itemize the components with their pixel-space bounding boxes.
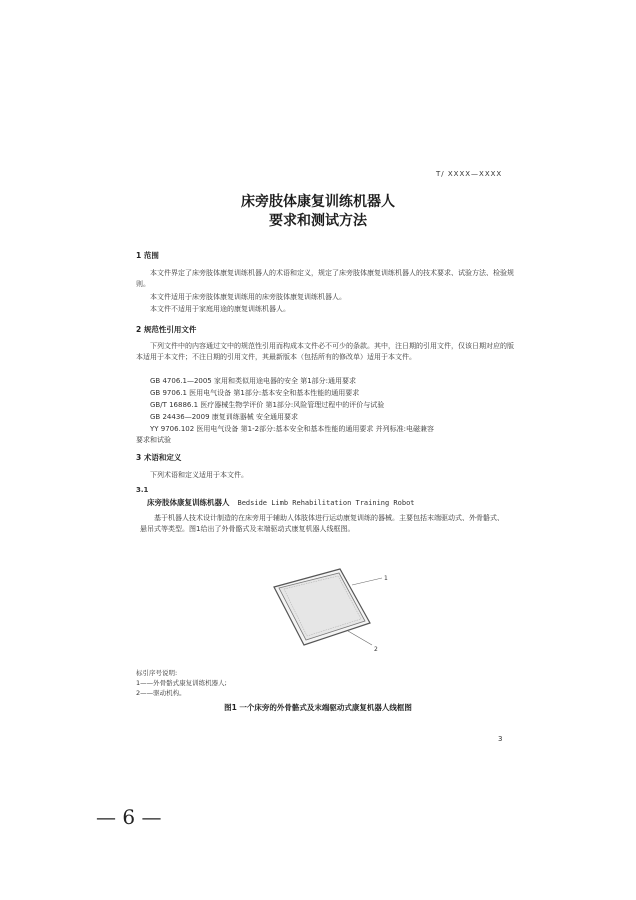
legend-title: 标引序号说明: bbox=[136, 669, 178, 677]
document-title: 床旁肢体康复训练机器人 bbox=[241, 194, 395, 210]
reference-item: GB 24436—2009 康复训练器械 安全通用要求 bbox=[150, 413, 298, 421]
section-1-para-1: 本文件界定了床旁肢体康复训练机器人的术语和定义，规定了床旁肢体康复训练机器人的技术要求、试验方法、检验规则。 bbox=[136, 269, 514, 288]
callout-label-2: 2 bbox=[374, 646, 378, 653]
section-3-heading: 3 术语和定义 bbox=[136, 453, 182, 462]
figure-caption: 图1 一个床旁的外骨骼式及末端驱动式康复机器人线框图 bbox=[224, 703, 412, 712]
legend-item: 2——驱动机构。 bbox=[136, 689, 186, 697]
term-number: 3.1 bbox=[136, 486, 149, 494]
mat-outline bbox=[274, 569, 370, 645]
reference-item-continued: 要求和试验 bbox=[136, 436, 171, 444]
robot-wireframe-figure bbox=[270, 565, 400, 655]
section-1-para-2: 本文件适用于床旁肢体康复训练用的床旁肢体康复训练机器人。 bbox=[150, 293, 346, 301]
section-2-para-1: 下列文件中的内容通过文中的规范性引用而构成本文件必不可少的条款。其中，注日期的引用文件，仅该日期对应的版本适用于本文件；不注日期的引用文件，其最新版本（包括所有的修改单）适用于本文件。 bbox=[136, 342, 514, 361]
term-english-name: Bedside Limb Rehabilitation Training Robot bbox=[237, 499, 415, 507]
reference-item: GB 9706.1 医用电气设备 第1部分:基本安全和基本性能的通用要求 bbox=[150, 389, 360, 397]
page-number: 3 bbox=[498, 735, 503, 743]
term-definition: 基于机器人技术设计制造的在床旁用于辅助人体肢体进行运动康复训练的器械。主要包括末端驱动式、外骨骼式、悬吊式等类型。图1给出了外骨骼式及末端驱动式康复机器人线框图。 bbox=[140, 514, 504, 533]
section-1-para-3: 本文件不适用于家庭用途的康复训练机器人。 bbox=[150, 305, 290, 313]
reference-item: GB/T 16886.1 医疗器械生物学评价 第1部分:风险管理过程中的评价与试验 bbox=[150, 401, 385, 409]
standard-code: T/ XXXX—XXXX bbox=[436, 170, 503, 178]
section-3-intro: 下列术语和定义适用于本文件。 bbox=[150, 471, 248, 479]
term-heading bbox=[147, 497, 415, 508]
legend-item: 1——外骨骼式康复训练机器人; bbox=[136, 679, 227, 687]
footer-page-number: — 6 — bbox=[96, 805, 162, 829]
reference-item: GB 4706.1—2005 家用和类似用途电器的安全 第1部分:通用要求 bbox=[150, 377, 357, 385]
reference-item: YY 9706.102 医用电气设备 第1-2部分:基本安全和基本性能的通用要求 并列标准:电磁兼容 bbox=[150, 425, 435, 433]
section-1-heading: 1 范围 bbox=[136, 251, 159, 260]
document-subtitle: 要求和测试方法 bbox=[269, 213, 367, 229]
term-chinese-name: 床旁肢体康复训练机器人 bbox=[147, 498, 230, 507]
section-2-heading: 2 规范性引用文件 bbox=[136, 325, 197, 334]
callout-label-1: 1 bbox=[384, 575, 388, 582]
